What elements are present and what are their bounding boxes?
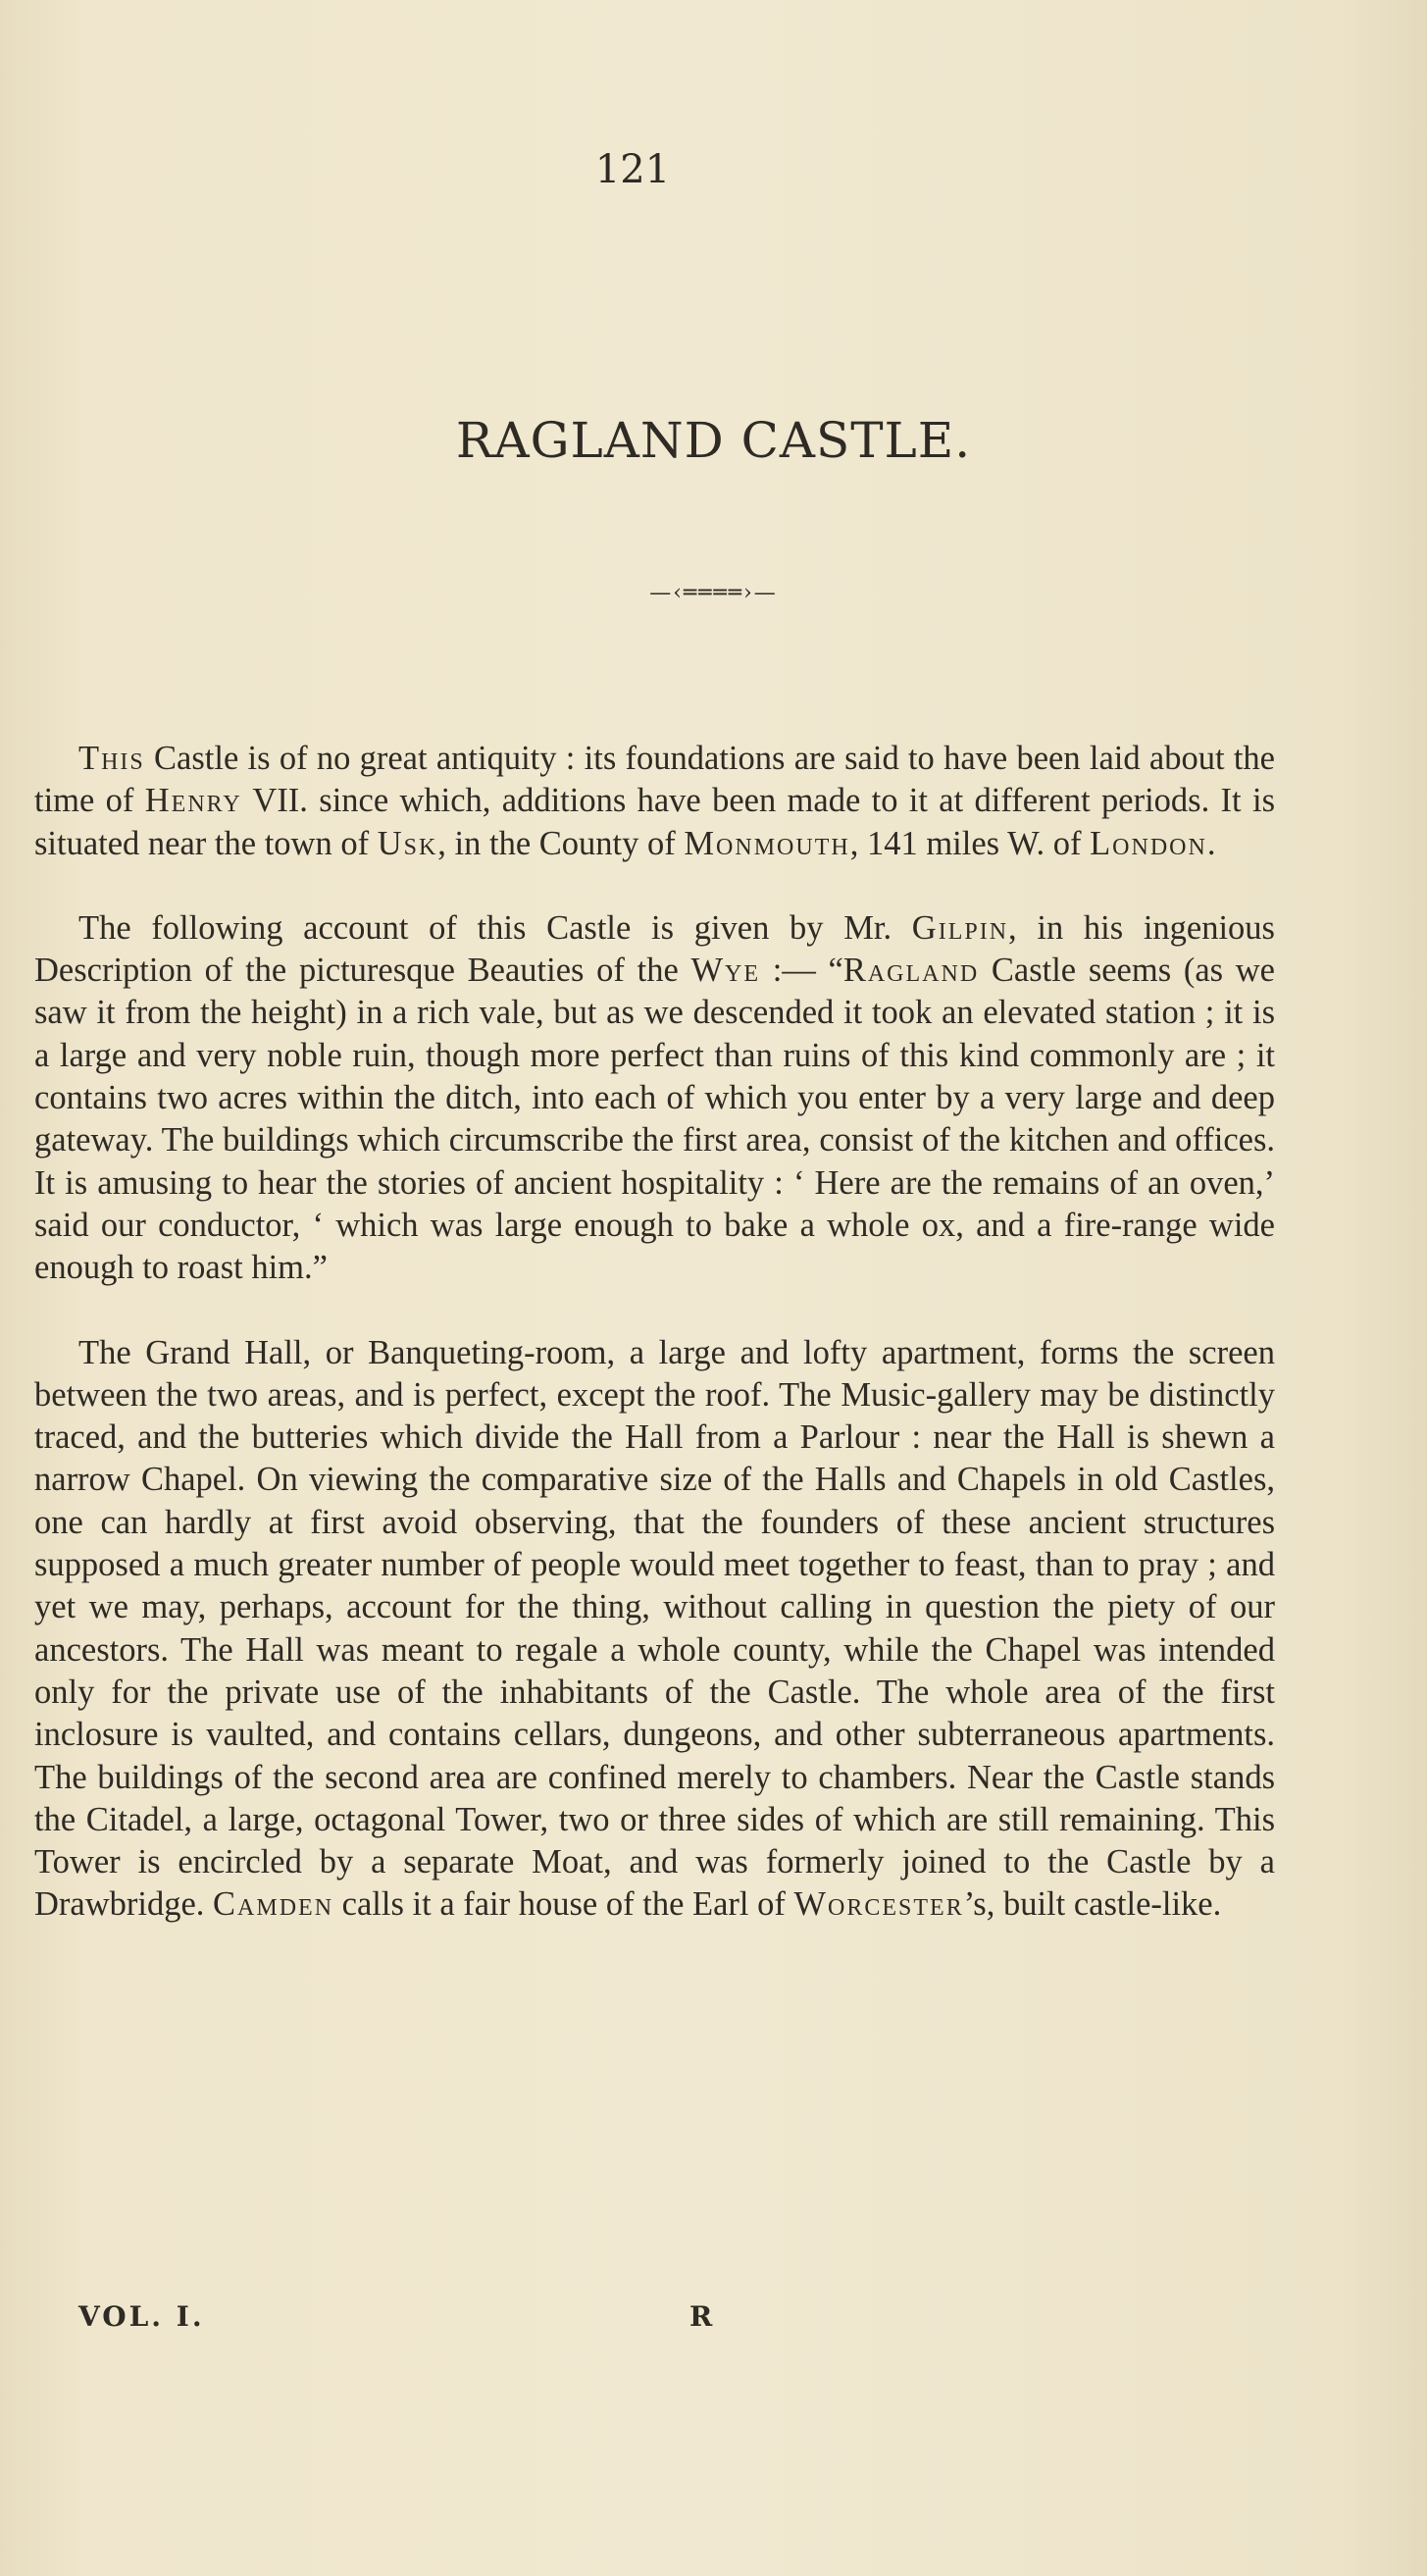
text-run: Castle seems (as we saw it from the height) in a rich vale, but as we descended it took an elevated station ; it is a large and very noble ruin, though more perfect than ruins of this kind commonly are ; it contains two acres within the ditch, into each of which you enter by a very large and deep gateway. The buildings which circumscribe the first area, consist of the kitchen and offices. It is amusing to hear the stories of ancient hospitality : ‘ Here are the remains of an oven,’ said our conductor, ‘ which was large enough to bake a whole ox, and a fire-range wide enough to roast him.” bbox=[34, 952, 1275, 1287]
body-text bbox=[34, 738, 1275, 1927]
text-run: The Grand Hall, or Banqueting-room, a large and lofty apartment, forms the screen between the two areas, and is perfect, except the roof. The Music-gallery may be distinctly traced, and the butteries which divide the Hall from a Parlour : near the Hall is shewn a narrow Chapel. On viewing the comparative size of the Halls and Chapels in old Castles, one can hardly at first avoid observing, that the founders of these ancient structures supposed a much greater number of people would meet together to feast, than to pray ; and yet we may, perhaps, account for the thing, without calling in question the piety of our ancestors. The Hall was meant to regale a whole county, while the Chapel was intended only for the private use of the inhabitants of the Castle. The whole area of the first inclosure is vaulted, and contains cellars, dungeons, and other subterraneous apartments. The buildings of the second area are confined merely to chambers. Near the Castle stands the Citadel, a large, octagonal Tower, two or three sides of which are still remaining. This Tower is encircled by a separate Moat, and was formerly joined to the Castle by a Drawbridge. bbox=[34, 1333, 1275, 1924]
text-run: . bbox=[1206, 824, 1216, 862]
page-number: 121 bbox=[594, 147, 671, 192]
text-run: Castle is of no great antiquity : its foundations are said to have been laid about the time of bbox=[34, 740, 1275, 820]
small-caps-name: Worcester bbox=[793, 1885, 964, 1924]
text-run: ’s, built castle-like. bbox=[963, 1885, 1222, 1924]
small-caps-name: London bbox=[1090, 824, 1207, 862]
text-run: , 141 miles W. of bbox=[849, 824, 1091, 862]
text-run: :— “ bbox=[760, 952, 843, 990]
text-run: , in his ingenious Description of the picturesque Beauties of the bbox=[34, 908, 1275, 990]
small-caps-name: Camden bbox=[213, 1885, 334, 1924]
volume-label: VOL. I. bbox=[78, 2300, 205, 2333]
text-run: The following account of this Castle is given by Mr. bbox=[78, 908, 912, 947]
small-caps-name: Usk bbox=[377, 824, 438, 862]
chapter-title: RAGLAND CASTLE. bbox=[455, 412, 972, 469]
paragraph-1 bbox=[34, 738, 1275, 865]
small-caps-name: Gilpin bbox=[911, 908, 1009, 947]
text-run: calls it a fair house of the Earl of bbox=[333, 1885, 794, 1924]
small-caps-name: Monmouth bbox=[684, 824, 850, 862]
paragraph-2 bbox=[34, 907, 1275, 1290]
small-caps-name: Henry bbox=[144, 782, 242, 820]
text-run: VII. since which, additions have been made to it at different periods. It is situated near the town of bbox=[34, 782, 1275, 862]
small-caps-name: Wye bbox=[690, 952, 761, 990]
small-caps-name: This bbox=[78, 740, 145, 777]
small-caps-name: Ragland bbox=[842, 952, 980, 990]
signature-mark: R bbox=[689, 2300, 716, 2333]
text-run: , in the County of bbox=[437, 824, 685, 862]
paragraph-3 bbox=[34, 1332, 1275, 1927]
ornament-rule: —‹════›— bbox=[649, 581, 778, 605]
